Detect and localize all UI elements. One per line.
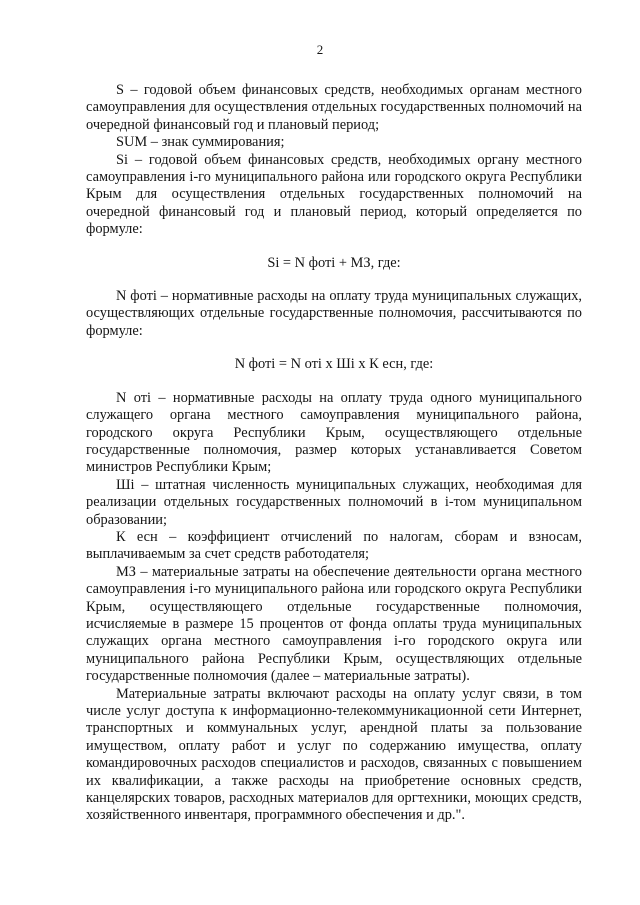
paragraph-material-costs: Материальные затраты включают расходы на оплату услуг связи, в том числе услуг доступа к информационно-телекоммуникационной сети Интернет, транспортных и коммунальных услуг, арендной платы за пользование имуществом, оплату работ и услуг по содержанию имущества, оплату командировочных расходов специалистов и расходов, связанных с повышением их квалификации, а также расходы на приобретение основных средств, канцелярских товаров, расходных материалов для оргтехники, моющих средств, хозяйственного инвентаря, программного обеспечения и др.".: [86, 685, 582, 824]
paragraph-not-definition: N оті – нормативные расходы на оплату труда одного муниципального служащего органа местного самоуправления муниципального района, городского округа Республики Крым, осуществляющего отдельные государственные полномочия, размер которых устанавливается Советом министров Республики Крым;: [86, 389, 582, 476]
document-body: [86, 82, 582, 825]
paragraph-si-definition: Si – годовой объем финансовых средств, необходимых органу местного самоуправления i-го муниципального района или городского округа Республики Крым для осуществления отдельных государственных полномочий на очередной финансовый год и плановый период, который определяется по формуле:: [86, 151, 582, 238]
paragraph-mz-definition: МЗ – материальные затраты на обеспечение деятельности органа местного самоуправления i-го муниципального района или городского округа Республики Крым, осуществляющего отдельные государственные полномочия, исчисляемые в размере 15 процентов от фонда оплаты труда муниципальных служащих органа местного самоуправления i-го городского округа или муниципального района Республики Крым, осуществляющих отдельные государственные полномочия (далее – материальные затраты).: [86, 563, 582, 685]
formula-si: Si = N фоті + МЗ, где:: [267, 254, 401, 271]
formula-nfot: N фоті = N оті х Шi х К есн, где:: [234, 356, 434, 373]
paragraph-nfot-definition: N фоті – нормативные расходы на оплату труда муниципальных служащих, осуществляющих отдельные государственные полномочия, рассчитываются по формуле:: [86, 288, 582, 339]
paragraph-s-definition: S – годовой объем финансовых средств, необходимых органам местного самоуправления для осуществления отдельных государственных полномочий на очередной финансовый год и плановый период;: [86, 82, 582, 133]
paragraph-kesn-definition: К есн – коэффициент отчислений по налогам, сборам и взносам, выплачиваемым за счет средств работодателя;: [86, 528, 582, 563]
paragraph-sum-definition: SUM – знак суммирования;: [116, 134, 285, 151]
page-number: 2: [316, 42, 324, 57]
paragraph-shi-definition: Шi – штатная численность муниципальных служащих, необходимая для реализации отдельных государственных полномочий в i-том муниципальном образовании;: [86, 476, 582, 528]
